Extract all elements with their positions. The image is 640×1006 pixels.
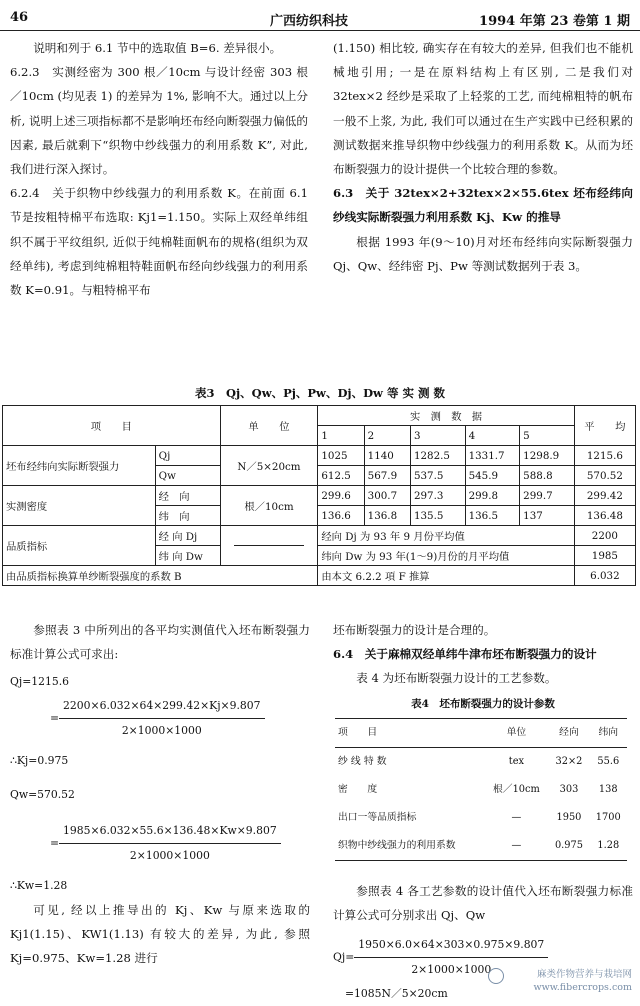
unit-cell <box>220 526 318 566</box>
col-header: 3 <box>410 426 465 446</box>
table-cell: 300.7 <box>364 486 410 506</box>
fraction-denominator: 2×1000×1000 <box>411 963 492 976</box>
left-column-lower <box>10 618 310 970</box>
paragraph: (1.150) 相比较, 确实存在有较大的差异, 但我们也不能机械地引用; 一是在原料结构上有区别, 二是我们对 32tex×2 经纱是采取了上轻浆的工艺, 而纯棉粗特的帆布一般不上浆, 为此, 我们可以通过在生产实践中已经积累的测试数据来推导织物中纱线强力的利用系数 K。从而为坯布断裂强力的设计提供一个比较合理的参数。 <box>333 41 633 177</box>
table-header: 实 测 数 据 <box>318 406 574 426</box>
page-number: 46 <box>10 10 29 25</box>
section-heading: 6.3 关于 32tex×2+32tex×2×55.6tex 坯布经纬向纱线实际断裂强力利用系数 Kj、Kw 的推导 <box>333 186 633 225</box>
equation: ∴Kj=0.975 <box>10 754 69 767</box>
table-cell: 32×2 <box>555 756 583 767</box>
fraction-denominator: 2×1000×1000 <box>129 849 210 862</box>
paragraph: 可见, 经以上推导出的 Kj、Kw 与原来选取的 Kj1(1.15)、KW1(1.13) 有较大的差异, 为此, 参照 Kj=0.975、Kw=1.28 进行 <box>10 903 310 965</box>
table-cell: 纬向 Dw 为 93 年(1～9)月份的月平均值 <box>318 546 574 566</box>
table4-caption: 表4 坯布断裂强力的设计参数 <box>411 698 555 710</box>
table-cell: 由本文 6.2.2 項 F 推算 <box>318 566 574 586</box>
table-cell: 545.9 <box>465 466 520 486</box>
watermark-line: www.fibercrops.com <box>533 982 632 993</box>
table-cell: 136.48 <box>574 506 635 526</box>
table-header: 单位 <box>506 727 527 738</box>
issue-info: 1994 年第 23 卷第 1 期 <box>479 14 630 29</box>
journal-name: 广西纺织科技 <box>270 14 349 29</box>
table-cell: — <box>511 840 522 851</box>
table-cell: 297.3 <box>410 486 465 506</box>
row-label: 由品质指标换算单纱断裂强度的系数 B <box>3 566 318 586</box>
table-cell: 2200 <box>574 526 635 546</box>
table-cell: 1.28 <box>597 840 620 851</box>
paragraph: 6.2.4 关于织物中纱线强力的利用系数 K。在前面 6.1 节是按粗特棉平布选取: Kj1=1.150。实际上双经单纬组织不属于平纹组织, 近似于纯棉鞋面帆布的规格(组织为双经单纬), 考虑到纯棉粗特鞋面帆布经向纱线强力的利用系数 K=0.91。与粗特棉平布 <box>10 186 308 298</box>
row-sublabel: Qj <box>155 446 220 466</box>
table-cell: 1985 <box>574 546 635 566</box>
table-cell: 303 <box>559 784 579 795</box>
watermark-line: 麻类作物营养与栽培网 <box>536 969 632 980</box>
col-header: 1 <box>318 426 364 446</box>
row-label: 实测密度 <box>3 486 156 526</box>
table-header: 平 均 <box>574 406 635 446</box>
table-cell: tex <box>508 756 525 767</box>
paragraph: 表 4 为坯布断裂强力设计的工艺参数。 <box>356 671 557 685</box>
paragraph: 参照表 3 中所列出的各平均实测值代入坯布断裂强力标准计算公式可求出: <box>10 623 310 661</box>
row-sublabel: 经 向 <box>155 486 220 506</box>
table-cell: 1331.7 <box>465 446 520 466</box>
watermark-logo-icon <box>488 968 504 984</box>
paragraph: 坯布断裂强力的设计是合理的。 <box>333 623 496 637</box>
paragraph: 6.2.3 实测经密为 300 根／10cm 与设计经密 303 根／10cm (均见表 1) 的差异为 1%, 影响不大。通过以上分析, 说明上述三项指标都不是影响坯布经向断裂强力偏低的因素, 最后就剩下“织物中纱线强力的利用系数 K”, 对此, 我们进行深入探讨。 <box>10 65 308 177</box>
unit-cell: N／5×20cm <box>220 446 318 486</box>
table-cell: 570.52 <box>574 466 635 486</box>
table-cell: 出口一等品质指标 <box>338 812 417 823</box>
table-cell: 根／10cm <box>492 784 540 795</box>
table-cell: 密 度 <box>338 784 378 795</box>
equation-lhs: Qj= <box>333 950 355 964</box>
paragraph: 参照表 4 各工艺参数的设计值代入坯布断裂强力标准计算公式可分别求出 Qj、Qw <box>333 884 633 922</box>
watermark <box>534 968 632 994</box>
equation: = $\frac{2200\times 6.032\times 64\times 299.42\times Kj\times 9.807}{2\times 1000\times 1000}$ <box>50 694 310 743</box>
left-column <box>10 36 308 302</box>
col-header: 2 <box>364 426 410 446</box>
section-heading: 6.4 关于麻棉双经单纬牛津布坯布断裂强力的设计 <box>333 647 597 661</box>
table-cell: 137 <box>520 506 575 526</box>
table-cell: 299.7 <box>520 486 575 506</box>
table-cell: 537.5 <box>410 466 465 486</box>
table-header: 经向 <box>559 727 579 738</box>
table4 <box>335 718 627 861</box>
row-sublabel: 经 向 Dj <box>155 526 220 546</box>
row-label: 品质指标 <box>3 526 156 566</box>
col-header: 5 <box>520 426 575 446</box>
col-header: 4 <box>465 426 520 446</box>
right-column <box>333 36 633 278</box>
row-label: 坯布经纬向实际断裂强力 <box>3 446 156 486</box>
table-cell: 织物中纱线强力的利用系数 <box>338 840 456 851</box>
table-cell: 612.5 <box>318 466 364 486</box>
table-cell: 1215.6 <box>574 446 635 466</box>
equation: ∴Kw=1.28 <box>10 879 68 892</box>
table-cell: 299.42 <box>574 486 635 506</box>
table-cell: 55.6 <box>597 756 620 767</box>
table-cell: 136.8 <box>364 506 410 526</box>
row-sublabel: Qw <box>155 466 220 486</box>
paragraph: 根据 1993 年(9～10)月对坯布经纬向实际断裂强力 Qj、Qw、经纬密 Pj、Pw 等测试数据列于表 3。 <box>333 234 633 273</box>
table-cell: 0.975 <box>554 840 583 851</box>
right-column-lower <box>333 618 633 1006</box>
table-cell: 135.5 <box>410 506 465 526</box>
table-cell: 1700 <box>595 812 621 823</box>
paragraph: 说明和列于 6.1 节中的选取值 B=6. 差异很小。 <box>33 41 282 55</box>
table-cell: 1025 <box>318 446 364 466</box>
fraction-numerator: 1985×6.032×55.6×136.48×Kw×9.807 <box>59 819 281 844</box>
table-cell: 567.9 <box>364 466 410 486</box>
table-cell: 6.032 <box>574 566 635 586</box>
table-cell: 1282.5 <box>410 446 465 466</box>
table-cell: — <box>511 812 522 823</box>
table3-caption: 表3 Qj、Qw、Pj、Pw、Dj、Dw 等 实 测 数 <box>195 386 445 400</box>
equation: Qw=570.52 <box>10 788 75 801</box>
table-cell: 136.5 <box>465 506 520 526</box>
table-cell: 经向 Dj 为 93 年 9 月份平均值 <box>318 526 574 546</box>
table-header: 纬向 <box>598 727 619 738</box>
fraction-numerator: 2200×6.032×64×299.42×Kj×9.807 <box>59 694 264 719</box>
table-header: 单 位 <box>220 406 318 446</box>
table-header: 项 目 <box>338 727 378 738</box>
table3 <box>2 405 636 586</box>
row-sublabel: 纬 向 <box>155 506 220 526</box>
running-header <box>0 4 640 31</box>
table-cell: 299.6 <box>318 486 364 506</box>
table-cell: 1950 <box>556 812 582 823</box>
table-cell: 138 <box>598 784 618 795</box>
equation-result: =1085N／5×20cm <box>345 987 448 1000</box>
table-cell: 1298.9 <box>520 446 575 466</box>
table-cell: 588.8 <box>520 466 575 486</box>
fraction-denominator: 2×1000×1000 <box>121 724 202 737</box>
fraction-numerator: 1950×6.0×64×303×0.975×9.807 <box>354 933 548 958</box>
table-header: 项 目 <box>3 406 221 446</box>
table-cell: 136.6 <box>318 506 364 526</box>
equation: = $\frac{1985\times 6.032\times 55.6\times 136.48\times Kw\times 9.807}{2\times 1000\times 1000}$ <box>50 819 310 868</box>
unit-cell: 根／10cm <box>220 486 318 526</box>
equation: Qj=1215.6 <box>10 675 70 688</box>
table-cell: 1140 <box>364 446 410 466</box>
row-sublabel: 纬 向 Dw <box>155 546 220 566</box>
table-cell: 299.8 <box>465 486 520 506</box>
table-cell: 纱 线 特 数 <box>338 756 387 767</box>
